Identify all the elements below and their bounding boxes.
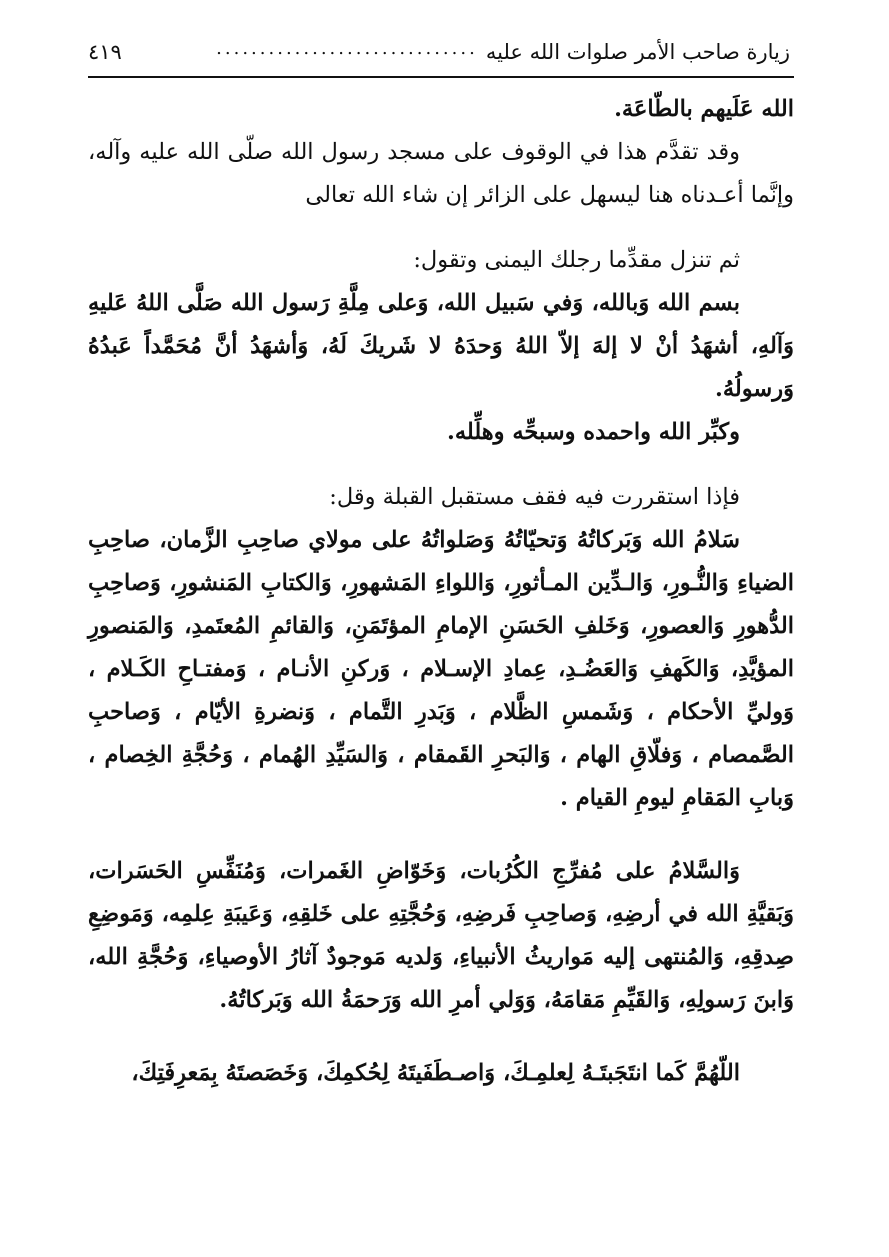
- paragraph-salam-mufarrij: وَالسَّلامُ على مُفرِّجِ الكُرُبات، وَخَوّاضِ الغَمرات، وَمُنَفِّسِ الحَسَرات، وَبَقيَّةِ الله في أرضِهِ، وَصاحِبِ فَرضِهِ، وَحُجَّتِهِ على خَلقِهِ، وَعَيبَةِ عِلمِه، وَمَوضِعِ صِدقِهِ، وَالمُنتهى إليه مَواريثُ الأنبياءِ، وَلديه مَوجودٌ آثارُ الأوصياءِ، وَحُجَّةِ الله، وَابنَ رَسولِهِ، وَالقَيِّمِ مَقامَهُ، وَوَلي أمرِ الله وَرَحمَةُ الله وَبَركاتُهُ.: [88, 858, 794, 1013]
- paragraph-note: وقد تقدَّم هذا في الوقوف على مسجد رسول الله صلّى الله عليه وآله، وإنَّما أعـدناه هنا ليسهل على الزائر إن شاء الله تعالى: [88, 139, 794, 208]
- paragraph-instruction-enter: ثم تنزل مقدِّما رجلك اليمنى وتقول:: [413, 247, 740, 273]
- spacer: [88, 1022, 794, 1052]
- page-number: ٤١٩: [88, 40, 122, 64]
- paragraph-instruction-qibla: فإذا استقررت فيه فقف مستقبل القبلة وقل:: [329, 484, 740, 510]
- header-title: زيارة صاحب الأمر صلوات الله عليه: [485, 40, 790, 64]
- page-body: [88, 88, 794, 1095]
- paragraph-salam-ziyarah: سَلامُ الله وَبَركاتُهُ وَتحيّاتُهُ وَصَلواتُهُ على مولاي صاحِبِ الزَّمان، صاحِبِ الضياءِ وَالنُّـورِ، وَالـدِّين المـأثورِ، وَاللواءِ المَشهورِ، وَالكتابِ المَنشورِ، وَصاحِبِ الدُّهورِ وَالعصورِ، وَخَلفِ الحَسَنِ الإمامِ المؤتَمَنِ، وَالقائمِ المُعتَمدِ، وَالمَنصورِ المؤيَّدِ، وَالكَهفِ وَالعَضُـدِ، عِمادِ الإسـلام ، وَركنِ الأنـام ، وَمفتـاحِ الكَـلام ، وَوليِّ الأحكام ، وَشَمسِ الظَّلام ، وَبَدرِ التَّمام ، وَنضرةِ الأيّام ، وَصاحبِ الصَّمصام ، وَفلّاقِ الهام ، وَالبَحرِ القَمقام ، وَالسَيِّدِ الهُمام ، وَحُجَّةِ الخِصام ، وَبابِ المَقامِ ليومِ القيام .: [88, 527, 794, 811]
- header-leader-dots: ..............................: [216, 38, 478, 59]
- header-rule: [88, 76, 794, 78]
- paragraph-allahumma: اللّهُمَّ كَما انتَجَبتَـهُ لِعلمِـكَ، وَاصـطَفَيتَهُ لِحُكمِكَ، وَخَصَصتَهُ بِمَعرِفَتِكَ،: [131, 1060, 740, 1086]
- spacer: [88, 820, 794, 850]
- paragraph-takbir: وكبِّر الله واحمده وسبحِّه وهلِّله.: [447, 419, 740, 445]
- running-header: [88, 34, 790, 74]
- paragraph-bismillah: بسم الله وَبالله، وَفي سَبيل الله، وَعلى مِلَّةِ رَسول الله صَلَّى اللهُ عَليهِ وَآلهِ، أشهَدُ أنْ لا إلهَ إلاّ اللهُ وَحدَهُ لا شَريكَ لَهُ، وَأشهَدُ أنَّ مُحَمَّداً عَبدُهُ وَرسولُهُ.: [88, 290, 794, 402]
- spacer: [88, 454, 794, 476]
- paragraph-opening-fragment: الله عَلَيهم بالطّاعَة.: [614, 96, 794, 122]
- spacer: [88, 217, 794, 239]
